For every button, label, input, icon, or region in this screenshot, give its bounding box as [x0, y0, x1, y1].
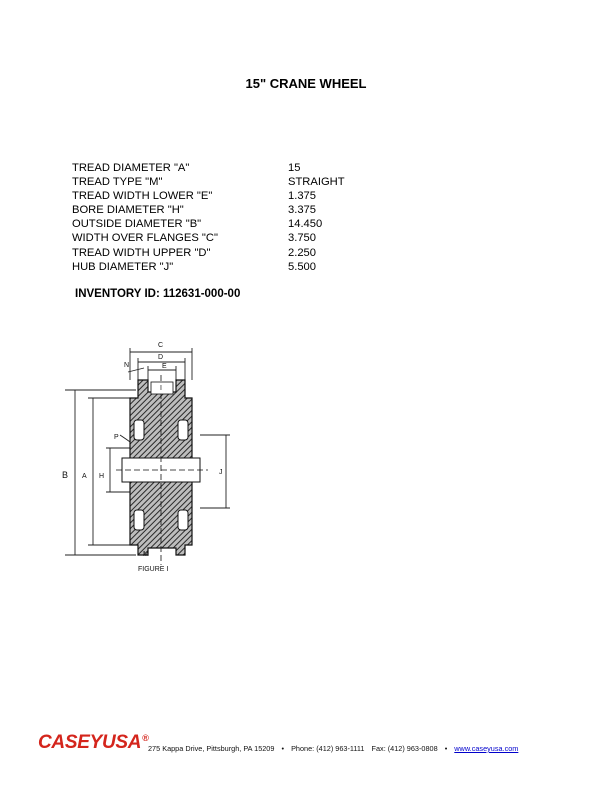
spec-value: 2.250 [288, 246, 316, 259]
website-link[interactable]: www.caseyusa.com [454, 744, 519, 753]
spec-value: 15 [288, 162, 301, 174]
spec-value: 3.750 [288, 232, 316, 245]
spec-value: 1.375 [288, 190, 316, 203]
caseyusa-logo [38, 732, 149, 754]
spec-row [72, 175, 345, 189]
figure-caption: FIGURE I [138, 566, 169, 573]
spec-label: TREAD WIDTH LOWER "E" [72, 190, 213, 203]
spec-value: 5.500 [288, 260, 316, 273]
wheel-cross-section-figure [58, 340, 248, 580]
wheel-section [116, 375, 208, 565]
spec-row [72, 161, 345, 175]
spec-label: TREAD TYPE "M" [72, 176, 163, 189]
phone-text: Phone: (412) 963-1111 [291, 744, 365, 753]
spec-label: TREAD WIDTH UPPER "D" [72, 246, 211, 259]
label-j: J [219, 469, 223, 476]
spec-label: WIDTH OVER FLANGES "C" [72, 232, 218, 245]
label-h: H [99, 473, 105, 480]
spec-row [72, 217, 345, 231]
label-m: M [143, 551, 149, 558]
bullet-separator: • [444, 744, 448, 753]
fax-text: Fax: (412) 963-0808 [371, 744, 438, 753]
label-b: B [62, 470, 69, 480]
spec-row [72, 189, 345, 203]
address-text: 275 Kappa Drive, Pittsburgh, PA 15209 [148, 744, 275, 753]
spec-value: 14.450 [288, 218, 323, 231]
spec-table [72, 161, 345, 274]
label-a: A [82, 473, 87, 480]
spec-row [72, 231, 345, 245]
label-p: P [114, 434, 119, 441]
spec-row [72, 203, 345, 217]
label-n: N [124, 362, 130, 369]
spec-value: STRAIGHT [288, 176, 345, 189]
logo-text: CASEYUSA [38, 732, 142, 753]
spec-label: OUTSIDE DIAMETER "B" [72, 218, 202, 231]
label-d: D [158, 354, 164, 361]
spec-row [72, 260, 345, 274]
spec-value: 3.375 [288, 204, 316, 217]
spec-label: HUB DIAMETER "J" [72, 260, 174, 273]
spec-label: BORE DIAMETER "H" [72, 204, 184, 217]
inventory-id: INVENTORY ID: 112631-000-00 [75, 288, 241, 300]
bullet-separator: • [281, 744, 285, 753]
label-c: C [158, 342, 164, 349]
page-title: 15" CRANE WHEEL [245, 76, 367, 91]
contact-line [148, 744, 518, 753]
page-footer [38, 730, 578, 756]
label-i: I [160, 385, 162, 392]
spec-row [72, 246, 345, 260]
spec-label: TREAD DIAMETER "A" [72, 162, 190, 174]
label-e: E [162, 363, 167, 370]
registered-mark: ® [142, 732, 149, 743]
